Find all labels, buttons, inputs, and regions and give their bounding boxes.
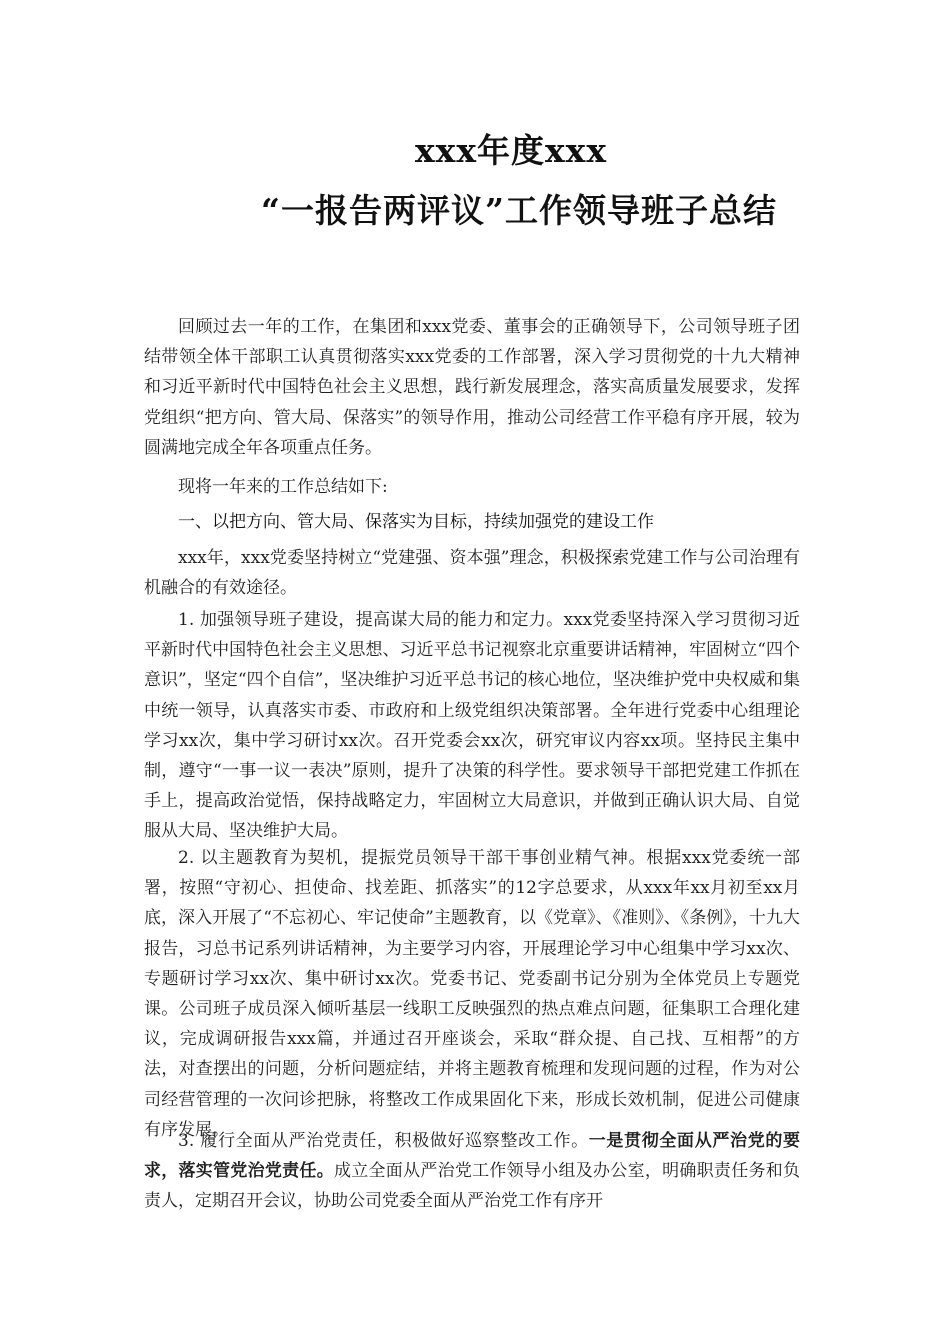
- lead-paragraph: 现将一年来的工作总结如下:: [178, 477, 388, 497]
- section1-item3-paragraph: [144, 1126, 800, 1217]
- section1-item2-paragraph: 2. 以主题教育为契机，提振党员领导干部干事创业精气神。根据xxx党委统一部署，按照“守初心、担使命、找差距、抓落实”的12字总要求，从xxx年xx月初至xx月底，深入开展了“不忘初心、牢记使命”主题教育，以《党章》、《准则》、《条例》，十九大报告，习总书记系列讲话精神，为主要学习内容，开展理论学习中心组集中学习xx次、专题研讨学习xx次、集中研讨xx次。党委书记、党委副书记分别为全体党员上专题党课。公司班子成员深入倾听基层一线职工反映强烈的热点难点问题，征集职工合理化建议，完成调研报告xxx篇，并通过召开座谈会，采取“群众提、自己找、互相帮”的方法，对查摆出的问题，分析问题症结，并将主题教育梳理和发现问题的过程，作为对公司经营管理的一次问诊把脉，将整改工作成果固化下来，形成长效机制，促进公司健康有序发展。: [144, 848, 800, 1140]
- item3-bold-text: 一是贯彻全面从严治党的要求，落实管党治党责任。: [144, 1131, 801, 1182]
- document-title-line1: xxx年度xxx: [414, 131, 608, 170]
- section1-item1-paragraph: 1. 加强领导班子建设，提高谋大局的能力和定力。xxx党委坚持深入学习贯彻习近平新时代中国特色社会主义思想、习近平总书记视察北京重要讲话精神，牢固树立“四个意识”，坚定“四个自信”，坚决维护习近平总书记的核心地位，坚决维护党中央权威和集中统一领导，认真落实市委、市政府和上级党组织决策部署。全年进行党委中心组理论学习xx次，集中学习研讨xx次。召开党委会xx次，研究审议内容xx项。坚持民主集中制，遵守“一事一议一表决”原则，提升了决策的科学性。要求领导干部把党建工作抓在手上，提高政治觉悟，保持战略定力，牢固树立大局意识，并做到正确认识大局、自觉服从大局、坚决维护大局。: [144, 610, 800, 842]
- document-title-line2: “一报告两评议”工作领导班子总结: [261, 191, 777, 230]
- item3-lead-text: 3. 履行全面从严治党责任，积极做好巡察整改工作。: [178, 1131, 589, 1151]
- section1-intro-paragraph: xxx年，xxx党委坚持树立“党建强、资本强”理念，积极探索党建工作与公司治理有机融合的有效途径。: [144, 548, 800, 599]
- item3-rest-text: 成立全面从严治党工作领导小组及办公室，明确职责任务和负责人，定期召开会议，协助公司党委全面从严治党工作有序开: [144, 1161, 801, 1212]
- section1-heading: 一、以把方向、管大局、保落实为目标，持续加强党的建设工作: [178, 512, 654, 532]
- intro-paragraph: 回顾过去一年的工作，在集团和xxx党委、董事会的正确领导下，公司领导班子团结带领全体干部职工认真贯彻落实xxx党委的工作部署，深入学习贯彻党的十九大精神和习近平新时代中国特色社会主义思想，践行新发展理念，落实高质量发展要求，发挥党组织“把方向、管大局、保落实”的领导作用，推动公司经营工作平稳有序开展，较为圆满地完成全年各项重点任务。: [144, 317, 800, 458]
